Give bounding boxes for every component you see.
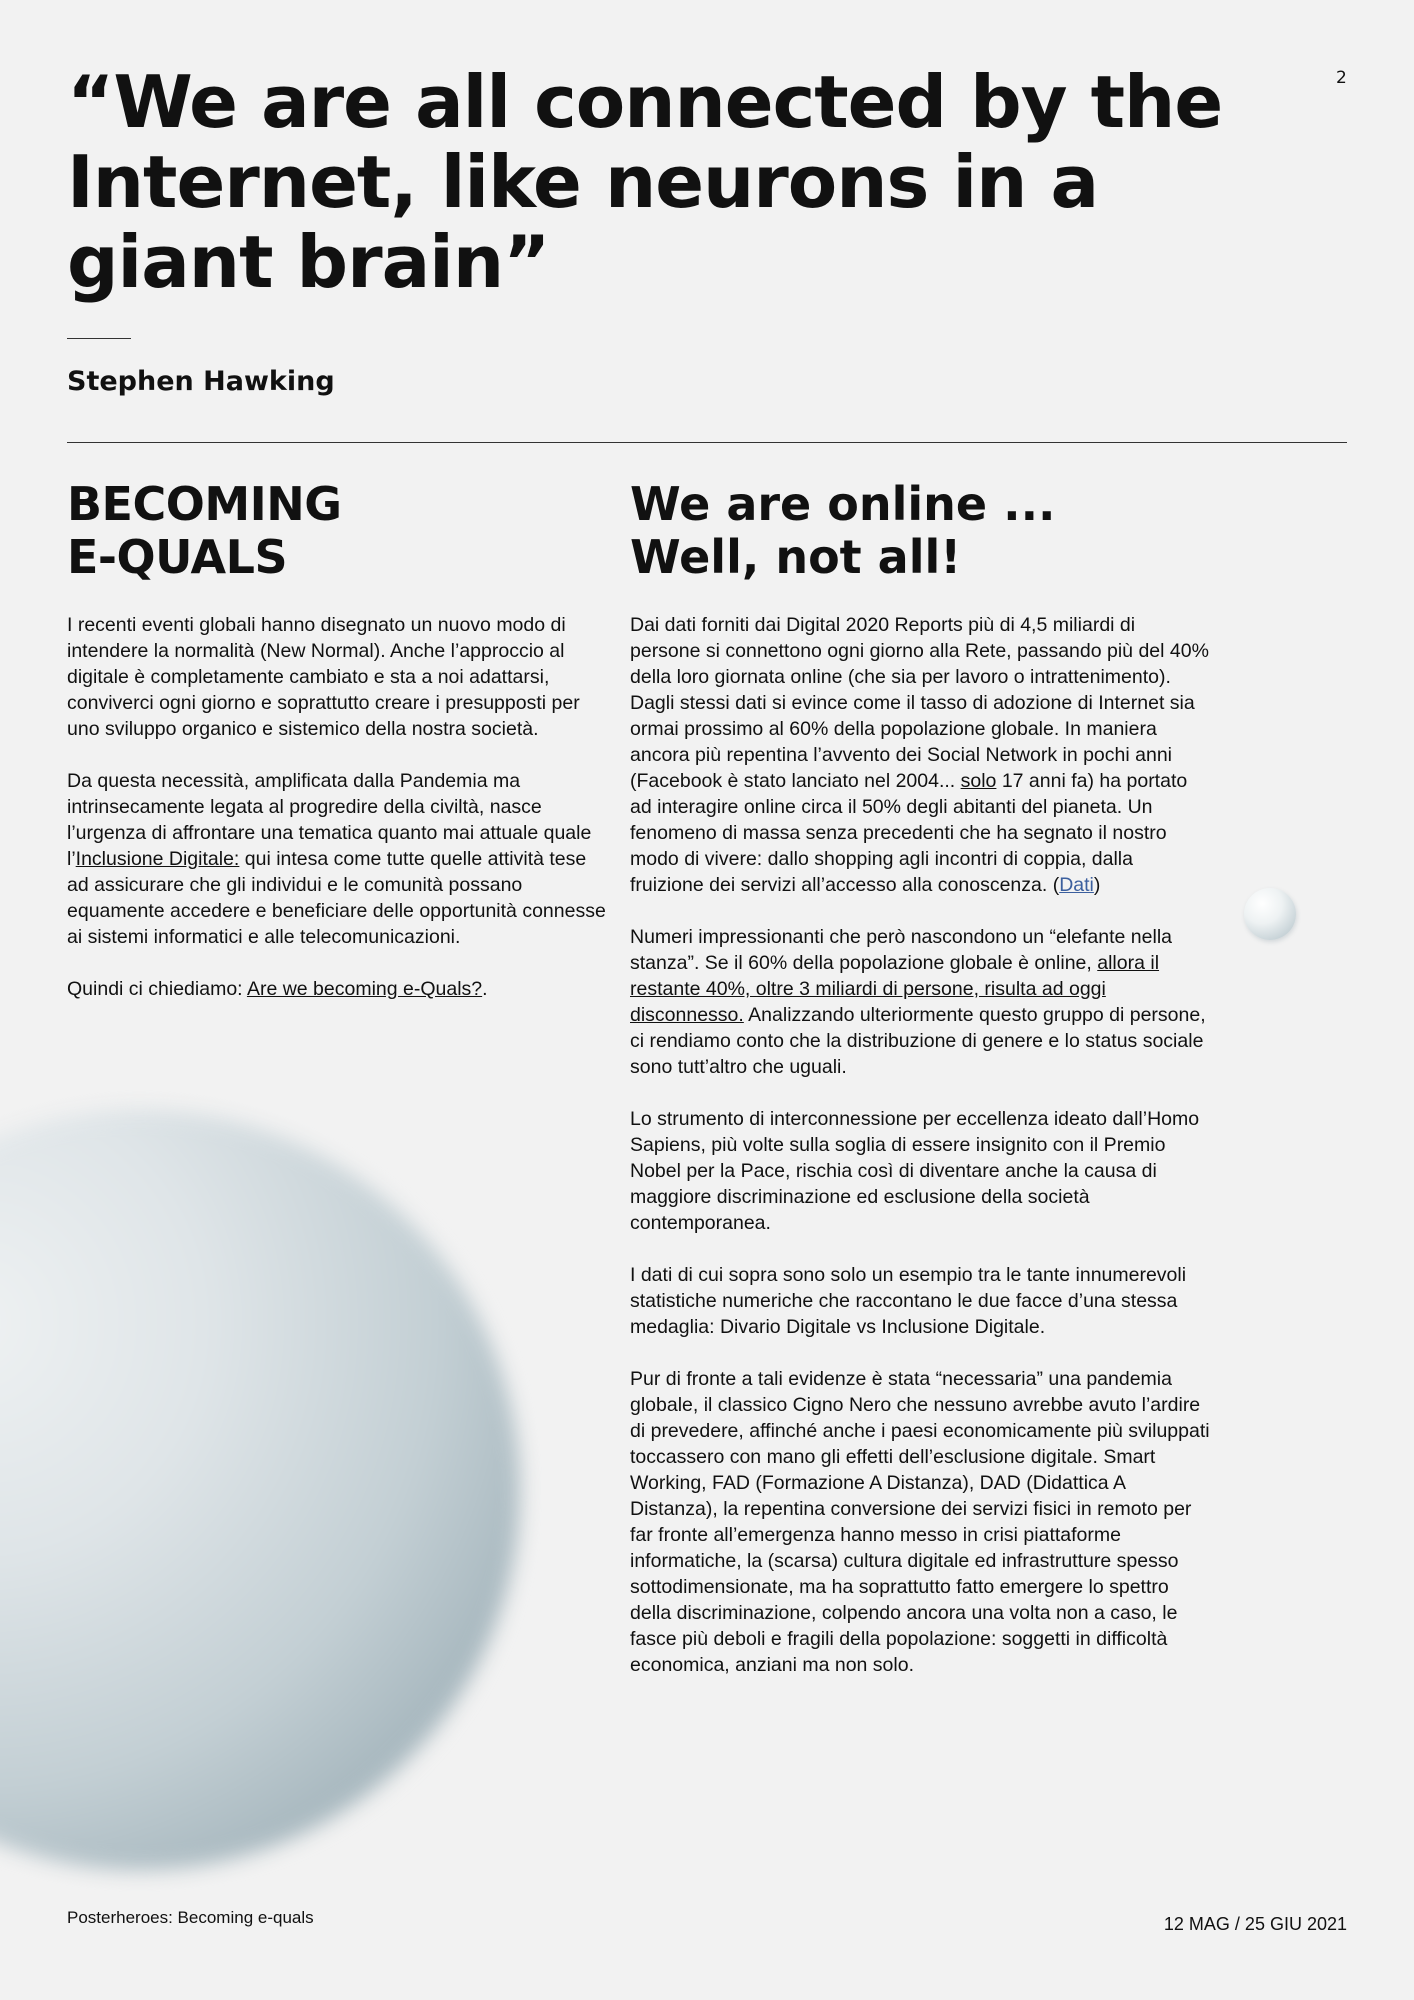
right-paragraph-2 [630,924,1210,1080]
left-p2-text-b: qui intesa come tutte quelle attività tese ad assicurare che gli individui e le comunità possano equamente accedere e beneficiare delle opportunità connesse ai sistemi informatici e alle telecomunicazioni. [67,848,606,948]
footer-title: Posterheroes: Becoming e-quals [67,1908,314,1927]
left-paragraph-2 [67,768,607,950]
right-p2-text-a: Numeri impressionanti che però nascondono un “elefante nella stanza”. Se il 60% della popolazione globale è online, [630,926,1172,974]
decorative-sphere-large [0,1110,520,1870]
left-heading-line-2: E-QUALS [67,530,288,584]
left-p2-text-a: Da questa necessità, amplificata dalla Pandemia ma intrinsecamente legata al progredire della civiltà, nasce l’urgenza di affrontare una tematica quanto mai attuale quale l’ [67,770,592,870]
right-paragraph-5: Pur di fronte a tali evidenze è stata “necessaria” una pandemia globale, il classico Cigno Nero che nessuno avrebbe avuto l’ardire di prevedere, affinché anche i paesi economicamente più sviluppati toccassero con mano gli effetti dell’esclusione digitale. Smart Working, FAD (Formazione A Distanza), DAD (Didattica A Distanza), la repentina conversione dei servizi fisici in remoto per far fronte all’emergenza hanno messo in crisi piattaforme informatiche, la (scarsa) cultura digitale ed infrastrutture spesso sottodimensionate, ma ha soprattutto fatto emergere lo spettro della discriminazione, colpendo ancora una volta non a caso, le fasce più deboli e fragili della popolazione: soggetti in difficoltà economica, anziani ma non solo. [630,1368,1210,1676]
left-paragraph-1: I recenti eventi globali hanno disegnato un nuovo modo di intendere la normalità (New Normal). Anche l’approccio al digitale è completamente cambiato e sta a noi adattarsi, conviverci ogni giorno e soprattutto creare i presupposti per uno sviluppo organico e sistemico della nostra società. [67,614,580,740]
right-paragraph-1 [630,612,1210,898]
left-p3-text-b: . [482,978,488,1000]
left-heading-line-1: BECOMING [67,477,342,531]
right-heading-line-1: We are online ... [630,477,1056,531]
dati-link[interactable]: Dati [1059,874,1094,896]
right-heading-line-2: Well, not all! [630,530,962,584]
quote-rule [67,338,131,339]
right-paragraph-3: Lo strumento di interconnessione per eccellenza ideato dall’Homo Sapiens, più volte sulla soglia di essere insignito con il Premio Nobel per la Pace, rischia così di diventare anche la causa di maggiore discriminazione ed esclusione della società contemporanea. [630,1108,1200,1234]
right-p1-text-a: Dai dati forniti dai Digital 2020 Reports più di 4,5 miliardi di persone si connettono ogni giorno alla Rete, passando più del 40% della loro giornata online (che sia per lavoro o intrattenimento). Dagli stessi dati si evince come il tasso di adozione di Internet sia ormai prossimo al 60% della popolazione globale. In maniera ancora più repentina l’avvento dei Social Network in pochi anni (Facebook è stato lanciato nel 2004... [630,614,1209,792]
right-column [630,478,1210,1704]
right-p1-text-c: ) [1093,874,1101,896]
left-p3-text-a: Quindi ci chiediamo: [67,978,247,1000]
right-p2-text-b: Analizzando ulteriormente questo gruppo di persone, ci rendiamo conto che la distribuzione di genere e lo status sociale sono tutt’altro che uguali. [630,1004,1206,1078]
right-column-heading [630,478,1210,584]
right-p1-text-b: 17 anni fa) ha portato ad interagire online circa il 50% degli abitanti del pianeta. Un fenomeno di massa senza precedenti che ha segnato il nostro modo di vivere: dallo shopping agli incontri di coppia, dalla fruizione dei servizi all’accesso alla conoscenza. ( [630,770,1188,896]
left-paragraph-3 [67,976,607,1002]
quote-author: Stephen Hawking [67,366,335,397]
becoming-equals-link[interactable]: Are we becoming e-Quals? [246,978,483,1000]
disconnected-underlined: allora il restante 40%, oltre 3 miliardi di persone, risulta ad oggi disconnesso. [630,952,1160,1026]
right-paragraph-4: I dati di cui sopra sono solo un esempio tra le tante innumerevoli statistiche numeriche che raccontano le due facce d’una stessa medaglia: Divario Digitale vs Inclusione Digitale. [630,1264,1187,1338]
page-number: 2 [1336,68,1347,88]
quote-text: “We are all connected by the Internet, like neurons in a giant brain” [67,60,1223,304]
left-column [67,478,607,1028]
solo-underlined: solo [960,770,997,792]
section-divider [67,442,1347,443]
left-column-heading [67,478,607,584]
decorative-sphere-small [1244,888,1296,940]
footer-dates: 12 MAG / 25 GIU 2021 [1163,1914,1347,1934]
inclusione-digitale-link[interactable]: Inclusione Digitale: [75,848,240,870]
